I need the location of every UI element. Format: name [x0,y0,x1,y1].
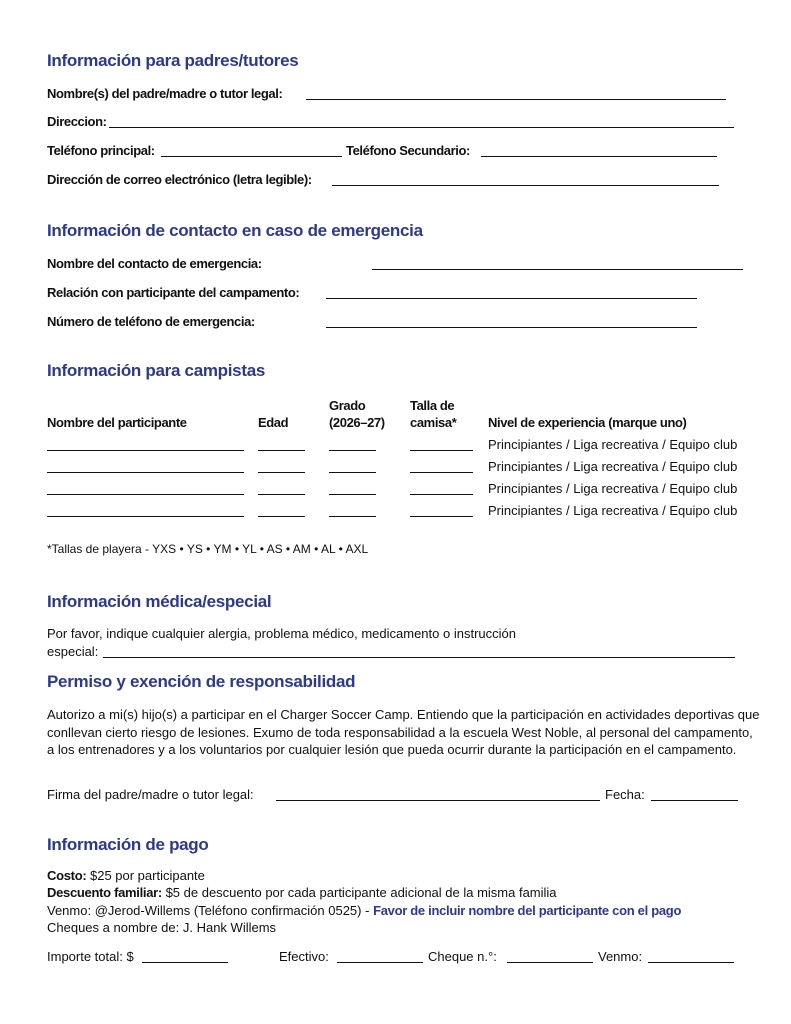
camper-name-field[interactable] [47,450,244,451]
email-field[interactable] [332,185,719,186]
parent-name-label: Nombre(s) del padre/madre o tutor legal: [47,86,283,101]
shirt-header-line2: camisa* [410,415,457,430]
secondary-phone-label: Teléfono Secundario: [346,143,470,158]
venmo-amount-label: Venmo: [598,949,643,964]
signature-field[interactable] [276,800,600,801]
checks-payable: Cheques a nombre de: J. Hank Willems [47,920,277,935]
venmo-amount-field[interactable] [648,962,734,963]
camper-age-field[interactable] [258,516,305,517]
discount-label: Descuento familiar: [47,885,162,900]
payment-heading: Información de pago [47,835,209,854]
check-number-field[interactable] [507,962,593,963]
camper-shirt-field[interactable] [410,472,473,473]
emergency-contact-field[interactable] [372,269,743,270]
date-field[interactable] [651,800,738,801]
email-label: Dirección de correo electrónico (letra legible): [47,172,312,187]
relation-field[interactable] [326,298,697,299]
camper-age-field[interactable] [258,494,305,495]
discount-line [47,885,557,900]
shirt-header-line1: Talla de [410,398,455,413]
camper-name-field[interactable] [47,516,244,517]
emergency-phone-label: Número de teléfono de emergencia: [47,314,255,329]
venmo-line [47,903,681,918]
emergency-contact-label: Nombre del contacto de emergencia: [47,256,262,271]
grade-header-line1: Grado [329,398,366,413]
medical-info-field[interactable] [103,657,735,658]
camper-age-field[interactable] [258,450,305,451]
cost-value: $25 por participante [89,868,205,883]
check-number-label: Cheque n.°: [428,949,497,964]
secondary-phone-field[interactable] [481,156,717,157]
camper-shirt-field[interactable] [410,516,473,517]
cash-label: Efectivo: [279,949,329,964]
experience-level-options[interactable]: Principiantes / Liga recreativa / Equipo club [488,437,738,452]
medical-heading: Información médica/especial [47,592,272,611]
camper-grade-field[interactable] [329,472,376,473]
total-label: Importe total: $ [47,949,134,964]
cash-field[interactable] [337,962,423,963]
discount-value: $5 de descuento por cada participante adicional de la misma familia [165,885,557,900]
campers-heading: Información para campistas [47,361,265,380]
experience-level-options[interactable]: Principiantes / Liga recreativa / Equipo club [488,503,738,518]
camper-name-field[interactable] [47,494,244,495]
address-field[interactable] [109,127,734,128]
experience-level-options[interactable]: Principiantes / Liga recreativa / Equipo club [488,481,738,496]
name-column-header: Nombre del participante [47,415,187,430]
grade-header-line2: (2026–27) [329,415,385,430]
camper-grade-field[interactable] [329,516,376,517]
emergency-phone-field[interactable] [326,327,697,328]
emergency-heading: Información de contacto en caso de emergencia [47,221,423,240]
relation-label: Relación con participante del campamento: [47,285,300,300]
medical-instructions: Por favor, indique cualquier alergia, problema médico, medicamento o instrucción [47,626,516,641]
camper-age-field[interactable] [258,472,305,473]
camper-name-field[interactable] [47,472,244,473]
shirt-sizes-note: *Tallas de playera - YXS • YS • YM • YL • AS • AM • AL • AXL [47,542,369,556]
camper-grade-field[interactable] [329,450,376,451]
special-label: especial: [47,644,99,659]
date-label: Fecha: [605,787,645,802]
address-label: Direccion: [47,114,107,129]
level-column-header: Nivel de experiencia (marque uno) [488,415,687,430]
cost-label: Costo: [47,868,87,883]
waiver-text: Autorizo a mi(s) hijo(s) a participar en el Charger Soccer Camp. Entiendo que la participación en actividades deportivas que conllevan cierto riesgo de lesiones. Exumo de toda responsabilidad a la escuela West Noble, al personal del campamento, a los entrenadores y a los voluntarios por cualquier lesión que pueda ocurrir durante la participación en el campamento. [47,707,760,757]
camper-shirt-field[interactable] [410,450,473,451]
parent-name-field[interactable] [306,99,726,100]
primary-phone-field[interactable] [161,156,342,157]
waiver-heading: Permiso y exención de responsabilidad [47,672,356,691]
camper-grade-field[interactable] [329,494,376,495]
signature-label: Firma del padre/madre o tutor legal: [47,787,254,802]
experience-level-options[interactable]: Principiantes / Liga recreativa / Equipo club [488,459,738,474]
venmo-note: Favor de incluir nombre del participante con el pago [373,903,682,918]
venmo-account: Venmo: @Jerod-Willems (Teléfono confirmación 0525) - [47,903,370,918]
camper-shirt-field[interactable] [410,494,473,495]
total-field[interactable] [142,962,228,963]
age-column-header: Edad [258,415,289,430]
cost-line [47,868,205,883]
parents-heading: Información para padres/tutores [47,51,299,70]
primary-phone-label: Teléfono principal: [47,143,155,158]
